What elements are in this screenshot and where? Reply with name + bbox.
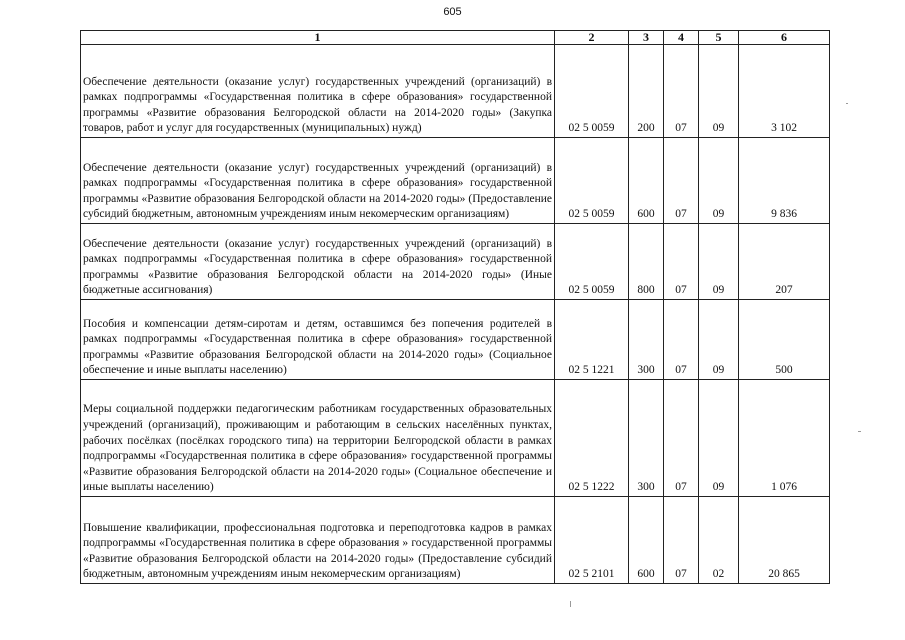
row-description: Повышение квалификации, профессиональная подготовка и переподготовка кадров в рамках подпрограммы «Государственная политика в сфере образования » государственной программы «Развитие образования Белгородской области на 2014-2020 годы» (Предоставление субсидий бюджетным, автономным учреждениям иным некомерческим организациям) xyxy=(81,497,555,584)
row-section: 07 xyxy=(664,497,699,584)
row-description: Меры социальной поддержки педагогическим работникам государственных образовательных учреждений (организаций), проживающим и работающим в сельских населённых пунктах, рабочих посёлках (посёлках городского типа) на территории Белгородской области в рамках подпрограммы «Государственная политика в сфере образования» государственной программы «Развитие образования Белгородской области на 2014-2020 годы» (Социальное обеспечение и иные выплаты населению) xyxy=(81,380,555,497)
row-expense-type: 200 xyxy=(629,45,664,138)
budget-table xyxy=(80,30,830,584)
table-row xyxy=(81,497,830,584)
scan-speck xyxy=(858,431,861,432)
row-target-code: 02 5 0059 xyxy=(555,45,629,138)
table-row xyxy=(81,300,830,380)
row-description: Обеспечение деятельности (оказание услуг) государственных учреждений (организаций) в рамках подпрограммы «Государственная политика в сфере образования» государственной программы «Развитие образования Белгородской области на 2014-2020 годы» (Предоставление субсидий бюджетным, автономным учреждениям иным некомерческим организациям) xyxy=(81,138,555,224)
column-header-expense-type: 3 xyxy=(629,31,664,45)
row-target-code: 02 5 1221 xyxy=(555,300,629,380)
row-description: Пособия и компенсации детям-сиротам и детям, оставшимся без попечения родителей в рамках подпрограммы «Государственная политика в сфере образования» государственной программы «Развитие образования Белгородской области на 2014-2020 годы» (Социальное обеспечение и иные выплаты населению) xyxy=(81,300,555,380)
row-expense-type: 600 xyxy=(629,138,664,224)
table-row xyxy=(81,380,830,497)
table-row xyxy=(81,45,830,138)
row-target-code: 02 5 2101 xyxy=(555,497,629,584)
row-amount: 9 836 xyxy=(739,138,830,224)
row-target-code: 02 5 0059 xyxy=(555,224,629,300)
column-header-subsection: 5 xyxy=(699,31,739,45)
row-target-code: 02 5 1222 xyxy=(555,380,629,497)
row-section: 07 xyxy=(664,380,699,497)
row-amount: 1 076 xyxy=(739,380,830,497)
column-header-section: 4 xyxy=(664,31,699,45)
row-description: Обеспечение деятельности (оказание услуг) государственных учреждений (организаций) в рамках подпрограммы «Государственная политика в сфере образования» государственной программы «Развитие образования Белгородской области на 2014-2020 годы» (Закупка товаров, работ и услуг для государственных (муниципальных) нужд) xyxy=(81,45,555,138)
row-subsection: 09 xyxy=(699,300,739,380)
table-row xyxy=(81,138,830,224)
row-subsection: 09 xyxy=(699,224,739,300)
row-subsection: 02 xyxy=(699,497,739,584)
row-subsection: 09 xyxy=(699,380,739,497)
row-amount: 207 xyxy=(739,224,830,300)
scan-speck xyxy=(846,103,848,104)
table-row xyxy=(81,224,830,300)
row-expense-type: 300 xyxy=(629,380,664,497)
row-section: 07 xyxy=(664,224,699,300)
row-description: Обеспечение деятельности (оказание услуг) государственных учреждений (организаций) в рамках подпрограммы «Государственная политика в сфере образования» государственной программы «Развитие образования Белгородской области на 2014-2020 годы» (Иные бюджетные ассигнования) xyxy=(81,224,555,300)
row-section: 07 xyxy=(664,138,699,224)
row-amount: 500 xyxy=(739,300,830,380)
row-amount: 3 102 xyxy=(739,45,830,138)
scan-speck xyxy=(570,601,571,607)
row-expense-type: 800 xyxy=(629,224,664,300)
row-expense-type: 600 xyxy=(629,497,664,584)
row-section: 07 xyxy=(664,300,699,380)
row-subsection: 09 xyxy=(699,45,739,138)
column-header-amount: 6 xyxy=(739,31,830,45)
row-section: 07 xyxy=(664,45,699,138)
row-subsection: 09 xyxy=(699,138,739,224)
table-header-row xyxy=(81,31,830,45)
row-amount: 20 865 xyxy=(739,497,830,584)
row-expense-type: 300 xyxy=(629,300,664,380)
row-target-code: 02 5 0059 xyxy=(555,138,629,224)
page-number: 605 xyxy=(443,6,462,18)
column-header-description: 1 xyxy=(81,31,555,45)
column-header-code: 2 xyxy=(555,31,629,45)
